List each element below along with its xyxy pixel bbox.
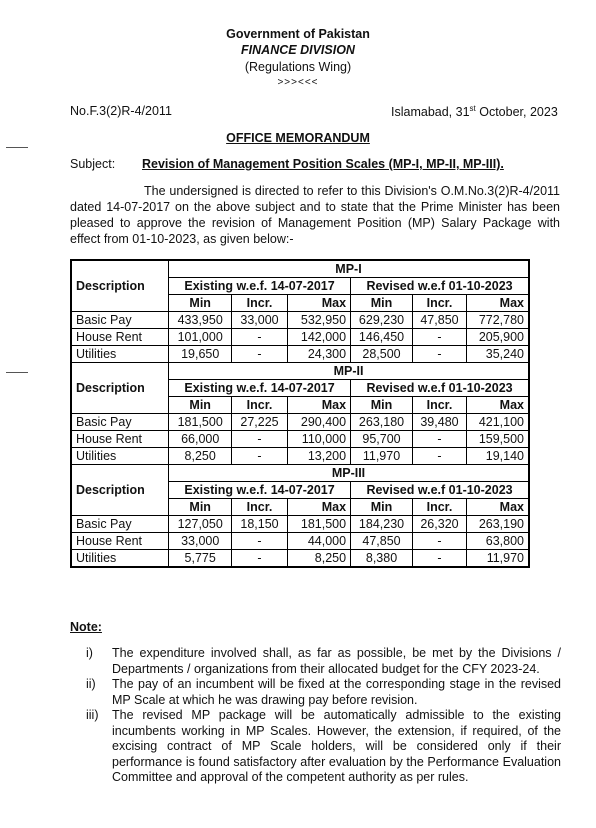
note-number: ii): [86, 677, 96, 691]
table-row: [71, 533, 529, 550]
subject-text: Revision of Management Position Scales (MP-I, MP-II, MP-III).: [142, 157, 504, 171]
table-cell: 28,500: [351, 346, 413, 363]
description-header: Description: [71, 465, 169, 516]
table-cell: 110,000: [287, 431, 350, 448]
table-row: [71, 329, 529, 346]
note-number: i): [86, 646, 93, 660]
table-cell: 263,180: [351, 414, 413, 431]
table-cell: 772,780: [466, 312, 529, 329]
section-header-row: [71, 465, 529, 482]
column-header: Incr.: [412, 397, 466, 414]
description-header: Description: [71, 363, 169, 414]
column-header: Min: [169, 295, 232, 312]
note-item: [86, 677, 561, 708]
table-cell: -: [232, 533, 287, 550]
margin-mark: [6, 147, 28, 148]
column-header: Max: [466, 499, 529, 516]
column-header: Min: [351, 397, 413, 414]
table-cell: 263,190: [466, 516, 529, 533]
table-cell: 44,000: [287, 533, 350, 550]
row-label: Utilities: [71, 448, 169, 465]
row-label: House Rent: [71, 533, 169, 550]
revised-header: Revised w.e.f 01-10-2023: [351, 482, 529, 499]
table-row: [71, 448, 529, 465]
table-cell: 181,500: [287, 516, 350, 533]
note-item: [86, 708, 561, 786]
table-cell: 8,250: [287, 550, 350, 568]
table-cell: 24,300: [287, 346, 350, 363]
table-cell: 532,950: [287, 312, 350, 329]
table-cell: 181,500: [169, 414, 232, 431]
salary-table: [70, 259, 530, 568]
table-cell: 629,230: [351, 312, 413, 329]
table-cell: 5,775: [169, 550, 232, 568]
column-header: Max: [466, 397, 529, 414]
header-government: Government of Pakistan: [226, 27, 370, 41]
note-item: [86, 646, 561, 677]
row-label: Utilities: [71, 346, 169, 363]
column-header: Incr.: [412, 499, 466, 516]
section-header-row: [71, 363, 529, 380]
margin-mark: [6, 372, 28, 373]
table-cell: 8,250: [169, 448, 232, 465]
table-cell: 421,100: [466, 414, 529, 431]
note-title: Note:: [70, 620, 102, 634]
table-row: [71, 346, 529, 363]
column-header: Incr.: [232, 295, 287, 312]
header-wing: (Regulations Wing): [244, 60, 352, 74]
section-header-row: [71, 260, 529, 278]
table-cell: 19,650: [169, 346, 232, 363]
table-cell: 101,000: [169, 329, 232, 346]
table-cell: -: [232, 346, 287, 363]
table-cell: 184,230: [351, 516, 413, 533]
table-cell: 95,700: [351, 431, 413, 448]
table-row: [71, 431, 529, 448]
column-header: Max: [287, 397, 350, 414]
note-text: The expenditure involved shall, as far as possible, be met by the Divisions / Departments / organizations from their allocated budget for the CFY 2023-24.: [112, 646, 561, 676]
table-row: [71, 516, 529, 533]
table-cell: 26,320: [412, 516, 466, 533]
existing-header: Existing w.e.f. 14-07-2017: [169, 380, 351, 397]
table-cell: 433,950: [169, 312, 232, 329]
table-cell: -: [412, 550, 466, 568]
column-header: Incr.: [232, 397, 287, 414]
description-header: Description: [71, 260, 169, 312]
table-cell: 11,970: [466, 550, 529, 568]
memo-title: OFFICE MEMORANDUM: [226, 131, 370, 145]
revised-header: Revised w.e.f 01-10-2023: [351, 278, 529, 295]
header-separator: >>><<<: [277, 77, 319, 88]
section-title: MP-I: [169, 260, 530, 278]
table-cell: 8,380: [351, 550, 413, 568]
row-label: Basic Pay: [71, 312, 169, 329]
column-header: Max: [466, 295, 529, 312]
column-header: Incr.: [412, 295, 466, 312]
table-cell: -: [232, 431, 287, 448]
revised-header: Revised w.e.f 01-10-2023: [351, 380, 529, 397]
table-cell: -: [412, 346, 466, 363]
table-cell: 146,450: [351, 329, 413, 346]
row-label: Utilities: [71, 550, 169, 568]
table-cell: 290,400: [287, 414, 350, 431]
table-cell: -: [412, 431, 466, 448]
section-title: MP-II: [169, 363, 530, 380]
row-label: Basic Pay: [71, 414, 169, 431]
existing-header: Existing w.e.f. 14-07-2017: [169, 482, 351, 499]
table-cell: 19,140: [466, 448, 529, 465]
table-cell: 47,850: [351, 533, 413, 550]
column-header: Min: [169, 499, 232, 516]
table-cell: -: [412, 533, 466, 550]
table-cell: 127,050: [169, 516, 232, 533]
table-row: [71, 414, 529, 431]
memo-date: Islamabad, 31st October, 2023: [391, 104, 558, 120]
table-cell: 63,800: [466, 533, 529, 550]
table-cell: 11,970: [351, 448, 413, 465]
column-header: Min: [351, 499, 413, 516]
table-cell: -: [232, 550, 287, 568]
body-paragraph: The undersigned is directed to refer to this Division's O.M.No.3(2)R-4/2011 dated 14-07-2017 on the above subject and to state that the Prime Minister has been pleased to approve the revision of Management Position (MP) Salary Package with effect from 01-10-2023, as given below:-: [70, 184, 560, 246]
column-header: Min: [169, 397, 232, 414]
row-label: House Rent: [71, 329, 169, 346]
subject-label: Subject:: [70, 157, 116, 171]
table-cell: -: [412, 448, 466, 465]
table-cell: 142,000: [287, 329, 350, 346]
table-row: [71, 312, 529, 329]
column-header: Max: [287, 499, 350, 516]
note-text: The revised MP package will be automatically admissible to the existing incumbents working in MP Scales. However, the extension, if required, of the excising contract of MP Scale holders, will be considered only if their performance is found satisfactory after evaluation by the Performance Evaluation Committee and approval of the competent authority as per rules.: [112, 708, 561, 784]
table-cell: -: [232, 448, 287, 465]
note-text: The pay of an incumbent will be fixed at the corresponding stage in the revised MP Scale at which he was drawing pay before revision.: [112, 677, 561, 707]
table-cell: 205,900: [466, 329, 529, 346]
column-header: Min: [351, 295, 413, 312]
table-cell: 66,000: [169, 431, 232, 448]
table-cell: 33,000: [232, 312, 287, 329]
table-cell: 35,240: [466, 346, 529, 363]
existing-header: Existing w.e.f. 14-07-2017: [169, 278, 351, 295]
note-list: [86, 646, 561, 786]
table-cell: 159,500: [466, 431, 529, 448]
note-number: iii): [86, 708, 99, 722]
table-cell: 33,000: [169, 533, 232, 550]
table-cell: 13,200: [287, 448, 350, 465]
row-label: House Rent: [71, 431, 169, 448]
table-cell: 39,480: [412, 414, 466, 431]
table-row: [71, 550, 529, 568]
table-cell: 18,150: [232, 516, 287, 533]
header-division: FINANCE DIVISION: [241, 43, 355, 57]
table-cell: 27,225: [232, 414, 287, 431]
section-title: MP-III: [169, 465, 530, 482]
table-cell: -: [232, 329, 287, 346]
table-cell: -: [412, 329, 466, 346]
reference-number: No.F.3(2)R-4/2011: [70, 104, 172, 118]
table-cell: 47,850: [412, 312, 466, 329]
column-header: Max: [287, 295, 350, 312]
column-header: Incr.: [232, 499, 287, 516]
row-label: Basic Pay: [71, 516, 169, 533]
